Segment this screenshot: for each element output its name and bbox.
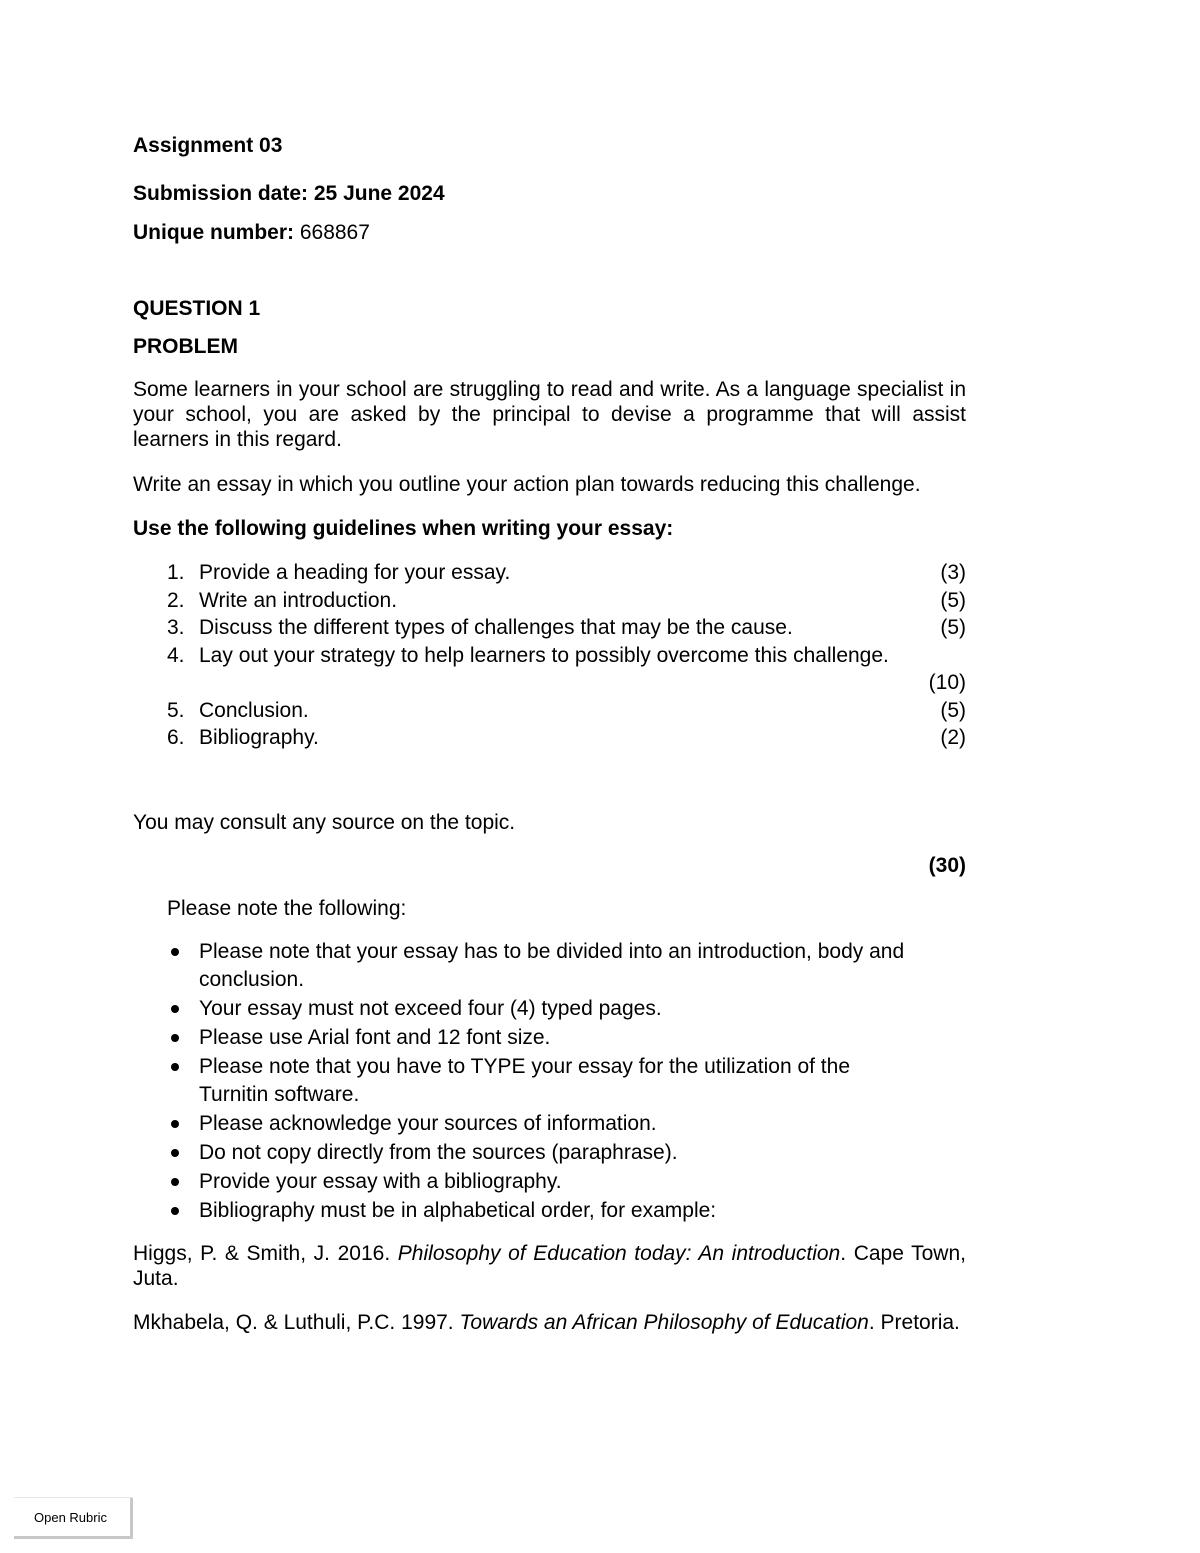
submission-date-line — [133, 181, 445, 207]
item-mark: (5) — [940, 699, 966, 722]
item-mark: (3) — [940, 561, 966, 584]
assignment-title: Assignment 03 — [133, 134, 283, 157]
open-rubric-button[interactable]: Open Rubric — [14, 1497, 133, 1539]
note-text: Provide your essay with a bibliography. — [199, 1170, 562, 1193]
reference-title: Philosophy of Education today: An introduction — [397, 1242, 841, 1265]
reference-2 — [133, 1310, 966, 1335]
guidelines-heading: Use the following guidelines when writing your essay: — [133, 517, 674, 540]
bullet-icon — [171, 1005, 179, 1013]
note-text: Please use Arial font and 12 font size. — [199, 1026, 551, 1049]
list-item — [133, 1053, 966, 1109]
list-item — [133, 725, 966, 753]
list-item — [133, 615, 966, 643]
list-item — [133, 938, 966, 994]
total-mark: (30) — [928, 854, 966, 877]
note-text: Do not copy directly from the sources (paraphrase). — [199, 1141, 678, 1164]
item-number: 2. — [167, 589, 185, 612]
bullet-icon — [171, 1178, 179, 1186]
reference-1 — [133, 1241, 966, 1291]
item-mark: (2) — [940, 726, 966, 749]
item-text: Bibliography. — [199, 726, 319, 749]
list-item — [133, 643, 966, 699]
bullet-icon — [171, 1149, 179, 1157]
item-number: 1. — [167, 561, 185, 584]
reference-authors: Higgs, P. & Smith, J. 2016. — [133, 1242, 391, 1265]
bullet-icon — [171, 1120, 179, 1128]
note-text: Please note that you have to TYPE your essay for the utilization of the Turnitin software. — [199, 1055, 850, 1106]
question-title: QUESTION 1 — [133, 297, 261, 320]
note-text: Bibliography must be in alphabetical order, for example: — [199, 1199, 717, 1222]
list-item — [133, 560, 966, 588]
item-text: Write an introduction. — [199, 589, 398, 612]
item-number: 3. — [167, 616, 185, 639]
bullet-icon — [171, 1207, 179, 1215]
item-text: Conclusion. — [199, 699, 309, 722]
unique-number-line — [133, 220, 370, 246]
list-item — [133, 588, 966, 616]
problem-heading: PROBLEM — [133, 335, 238, 358]
note-text: Your essay must not exceed four (4) typed pages. — [199, 997, 662, 1020]
submission-date-label: Submission date: — [133, 182, 309, 205]
problem-text: Some learners in your school are struggling to read and write. As a language specialist in your school, you are asked by the principal to devise a programme that will assist learners in this regard. — [133, 378, 966, 451]
notes-heading: Please note the following: — [167, 897, 407, 920]
reference-title: Towards an African Philosophy of Education — [459, 1311, 869, 1334]
consult-note: You may consult any source on the topic. — [133, 811, 516, 834]
essay-instruction: Write an essay in which you outline your action plan towards reducing this challenge. — [133, 473, 921, 496]
bullet-icon — [171, 1063, 179, 1071]
bullet-icon — [171, 1034, 179, 1042]
list-item — [133, 698, 966, 726]
reference-publisher: . Pretoria. — [868, 1311, 960, 1334]
note-text: Please note that your essay has to be divided into an introduction, body and conclusion. — [199, 940, 905, 991]
item-mark: (5) — [940, 616, 966, 639]
reference-authors: Mkhabela, Q. & Luthuli, P.C. 1997. — [133, 1311, 454, 1334]
item-text: Provide a heading for your essay. — [199, 561, 511, 584]
reference-publisher: . Cape Town, Juta. — [133, 1242, 966, 1290]
submission-date-value: 25 June 2024 — [313, 182, 445, 205]
note-text: Please acknowledge your sources of information. — [199, 1112, 657, 1135]
unique-number-label: Unique number: — [133, 221, 294, 244]
item-number: 6. — [167, 726, 185, 749]
unique-number-value: 668867 — [299, 221, 370, 244]
item-text: Discuss the different types of challenges that may be the cause. — [199, 616, 793, 639]
item-mark: (5) — [940, 589, 966, 612]
item-text: Lay out your strategy to help learners to possibly overcome this challenge. — [199, 644, 889, 667]
bullet-icon — [171, 948, 179, 956]
item-number: 5. — [167, 699, 185, 722]
item-mark: (10) — [928, 671, 966, 694]
item-number: 4. — [167, 644, 185, 667]
